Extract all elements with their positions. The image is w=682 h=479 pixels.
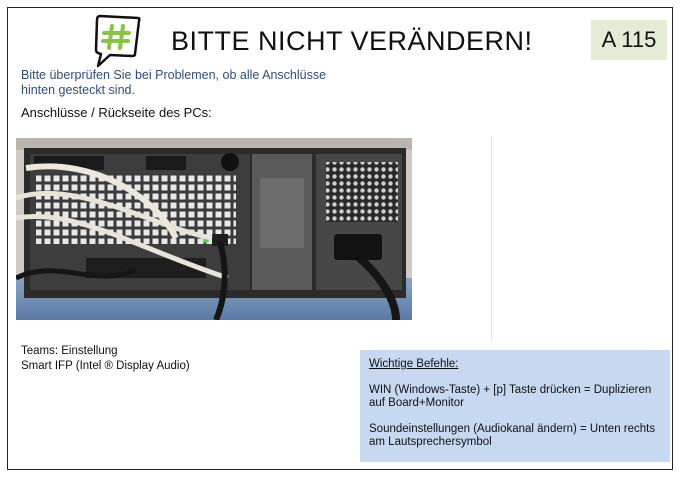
- divider: [491, 136, 492, 342]
- command-item-sound: Soundeinstellungen (Audiokanal ändern) = Unten rechts am Lautsprechersymbol: [369, 423, 656, 448]
- hint-line-2: hinten gesteckt sind.: [21, 83, 135, 97]
- hint-line-1: Bitte überprüfen Sie bei Problemen, ob alle Anschlüsse: [21, 68, 327, 82]
- hint-text: [21, 68, 381, 98]
- commands-heading: Wichtige Befehle:: [369, 358, 459, 370]
- pc-rear-photo: [16, 138, 412, 320]
- photo-caption: Anschlüsse / Rückseite des PCs:: [21, 105, 212, 120]
- teams-line-2: Smart IFP (Intel ® Display Audio): [21, 360, 190, 372]
- room-number-badge: A 115: [591, 20, 667, 60]
- info-sheet: [7, 7, 673, 470]
- hashtag-speech-bubble-icon: [90, 12, 142, 70]
- teams-settings-text: [21, 344, 190, 374]
- important-commands-box: [360, 350, 670, 462]
- page-title: BITTE NICHT VERÄNDERN!: [171, 26, 533, 56]
- command-item-duplicate: WIN (Windows-Taste) + [p] Taste drücken = Duplizieren auf Board+Monitor: [369, 384, 652, 409]
- teams-line-1: Teams: Einstellung: [21, 345, 118, 357]
